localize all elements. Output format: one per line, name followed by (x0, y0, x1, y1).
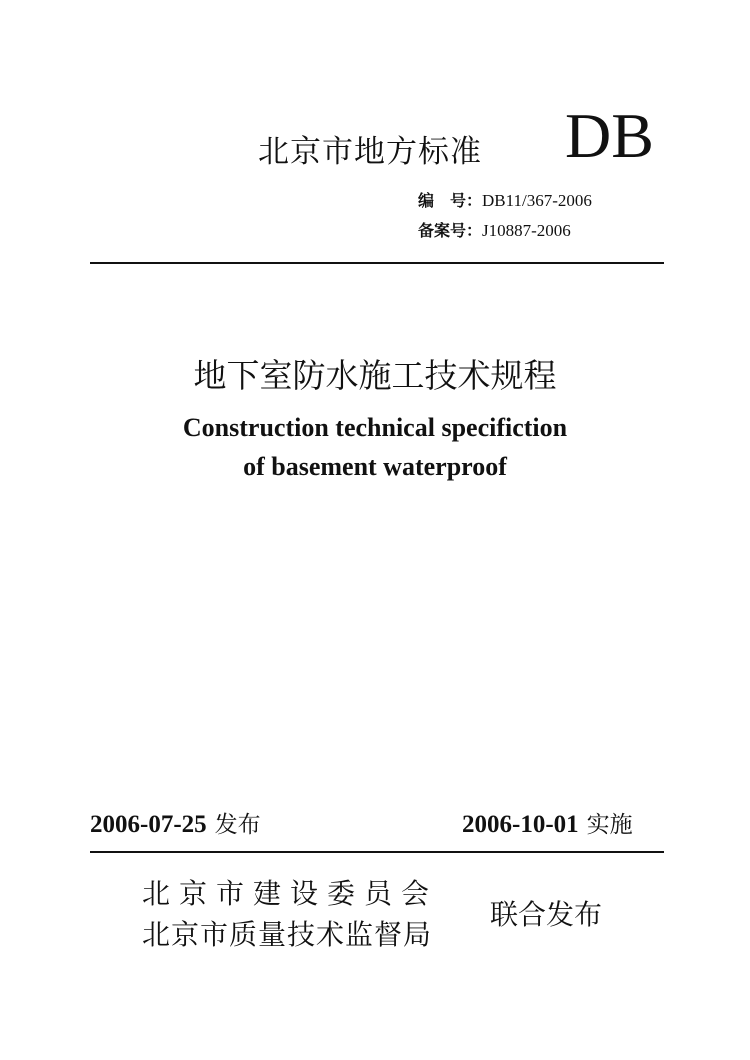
document-title-english-line2: of basement waterproof (243, 452, 507, 481)
bottom-divider (90, 851, 664, 853)
implement-date: 2006-10-01 (462, 811, 579, 838)
issue-label: 发布 (214, 812, 261, 838)
joint-release-label: 联合发布 (490, 898, 603, 931)
implement-date-row (462, 806, 633, 839)
standard-number-row (418, 188, 592, 211)
issue-date-row (90, 806, 261, 839)
document-title-chinese: 地下室防水施工技术规程 (193, 356, 557, 395)
top-divider (90, 262, 664, 264)
publisher-construction-commission: 北京市建设委员会 (142, 877, 439, 910)
record-number-row (418, 218, 571, 241)
implement-label: 实施 (586, 812, 633, 838)
publisher-quality-bureau: 北京市质量技术监督局 (142, 918, 433, 951)
record-number-value: J10887-2006 (482, 221, 571, 240)
record-number-label: 备案号： (418, 221, 483, 240)
standard-type-title: 北京市地方标准 (258, 134, 482, 170)
issue-date: 2006-07-25 (90, 811, 207, 838)
document-title-english-line1: Construction technical specifiction (182, 413, 568, 442)
db-mark: DB (565, 100, 654, 171)
standard-number-value: DB11/367-2006 (482, 191, 592, 210)
standard-number-label: 编 号： (418, 191, 483, 210)
